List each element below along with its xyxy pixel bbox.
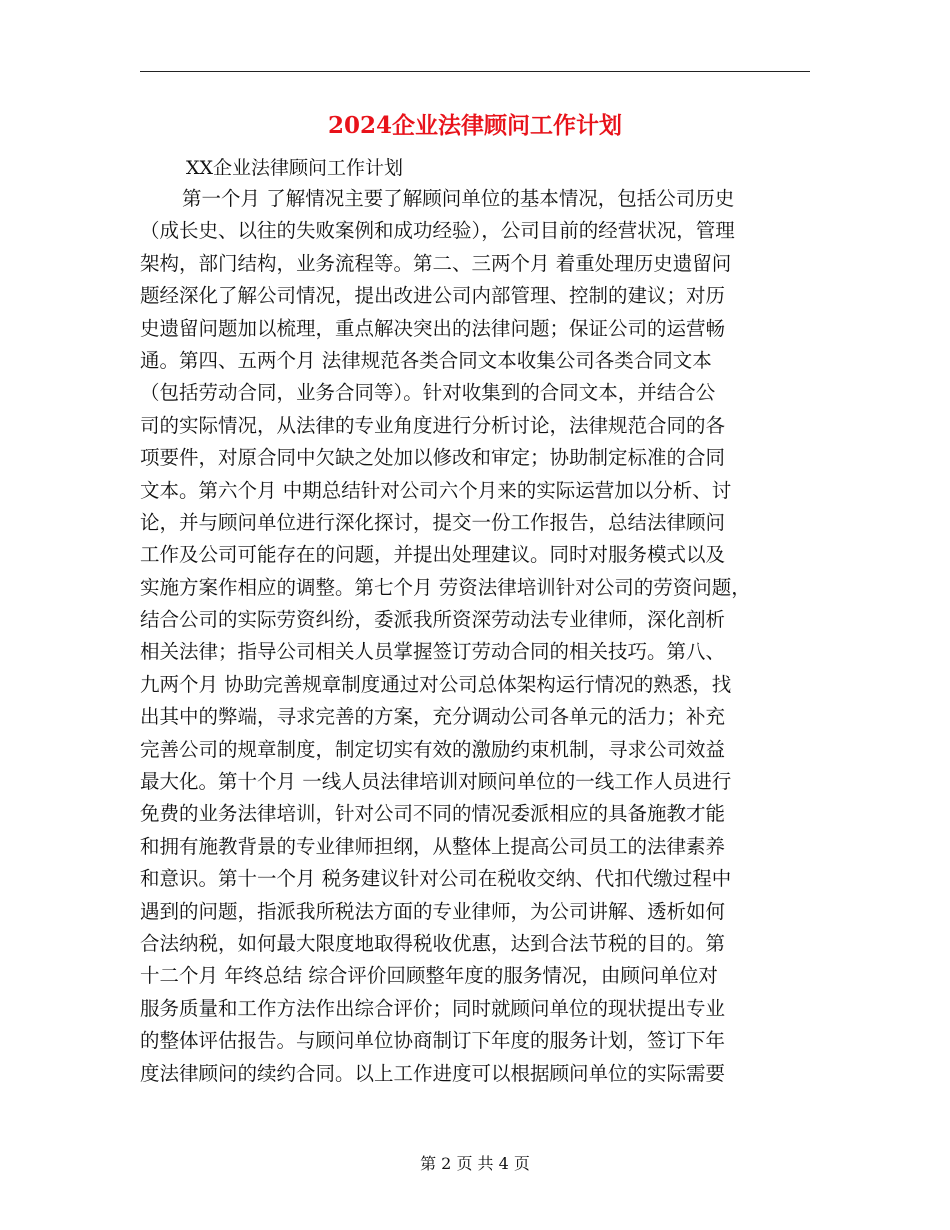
body-line: （包括劳动合同，业务合同等）。针对收集到的合同文本，并结合公	[140, 381, 716, 405]
body-line: 结合公司的实际劳资纠纷，委派我所资深劳动法专业律师，深化剖析	[140, 608, 726, 632]
body-line: 项要件，对原合同中欠缺之处加以修改和审定；协助制定标准的合同	[140, 446, 726, 470]
body-line: 相关法律；指导公司相关人员掌握签订劳动合同的相关技巧。第八、	[140, 640, 726, 664]
page-number-footer: 第 2 页 共 4 页	[420, 1154, 530, 1173]
body-paragraph	[140, 183, 815, 1090]
body-line: 服务质量和工作方法作出综合评价；同时就顾问单位的现状提出专业	[140, 996, 726, 1020]
body-line: 工作及公司可能存在的问题，并提出处理建议。同时对服务模式以及	[140, 543, 726, 567]
document-subtitle: XX企业法律顾问工作计划	[186, 157, 404, 179]
header-rule	[140, 71, 810, 72]
body-line: 的整体评估报告。与顾问单位协商制订下年度的服务计划，签订下年	[140, 1029, 726, 1053]
body-line: 完善公司的规章制度，制定切实有效的激励约束机制，寻求公司效益	[140, 737, 726, 761]
body-line: 遇到的问题，指派我所税法方面的专业律师，为公司讲解、透析如何	[140, 899, 726, 923]
body-line: 实施方案作相应的调整。第七个月 劳资法律培训针对公司的劳资问题，	[140, 575, 751, 599]
body-line: 和拥有施教背景的专业律师担纲，从整体上提高公司员工的法律素养	[140, 834, 726, 858]
body-line: 合法纳税，如何最大限度地取得税收优惠，达到合法节税的目的。第	[140, 931, 726, 955]
body-line: 题经深化了解公司情况，提出改进公司内部管理、控制的建议；对历	[140, 284, 726, 308]
body-line: 文本。第六个月 中期总结针对公司六个月来的实际运营加以分析、讨	[140, 478, 732, 502]
document-title: 2024企业法律顾问工作计划	[327, 112, 622, 139]
body-line: 论，并与顾问单位进行深化探讨，提交一份工作报告，总结法律顾问	[140, 510, 726, 534]
body-line: 史遗留问题加以梳理，重点解决突出的法律问题；保证公司的运营畅	[140, 316, 726, 340]
body-line: 第一个月 了解情况主要了解顾问单位的基本情况，包括公司历史	[182, 187, 735, 210]
body-line: 度法律顾问的续约合同。以上工作进度可以根据顾问单位的实际需要	[140, 1061, 726, 1085]
body-line: （成长史、以往的失败案例和成功经验），公司目前的经营状况，管理	[140, 219, 735, 243]
body-line: 和意识。第十一个月 税务建议针对公司在税收交纳、代扣代缴过程中	[140, 867, 732, 891]
body-line: 司的实际情况，从法律的专业角度进行分析讨论，法律规范合同的各	[140, 413, 726, 437]
body-line: 架构，部门结构，业务流程等。第二、三两个月 着重处理历史遗留问	[140, 251, 732, 275]
body-line: 最大化。第十个月 一线人员法律培训对顾问单位的一线工作人员进行	[140, 770, 732, 794]
body-line: 免费的业务法律培训，针对公司不同的情况委派相应的具备施教才能	[140, 802, 726, 826]
body-line: 通。第四、五两个月 法律规范各类合同文本收集公司各类合同文本	[140, 348, 712, 372]
body-line: 十二个月 年终总结 综合评价回顾整年度的服务情况，由顾问单位对	[140, 964, 718, 988]
body-line: 九两个月 协助完善规章制度通过对公司总体架构运行情况的熟悉，找	[140, 672, 732, 696]
body-line: 出其中的弊端，寻求完善的方案，充分调动公司各单元的活力；补充	[140, 705, 726, 729]
